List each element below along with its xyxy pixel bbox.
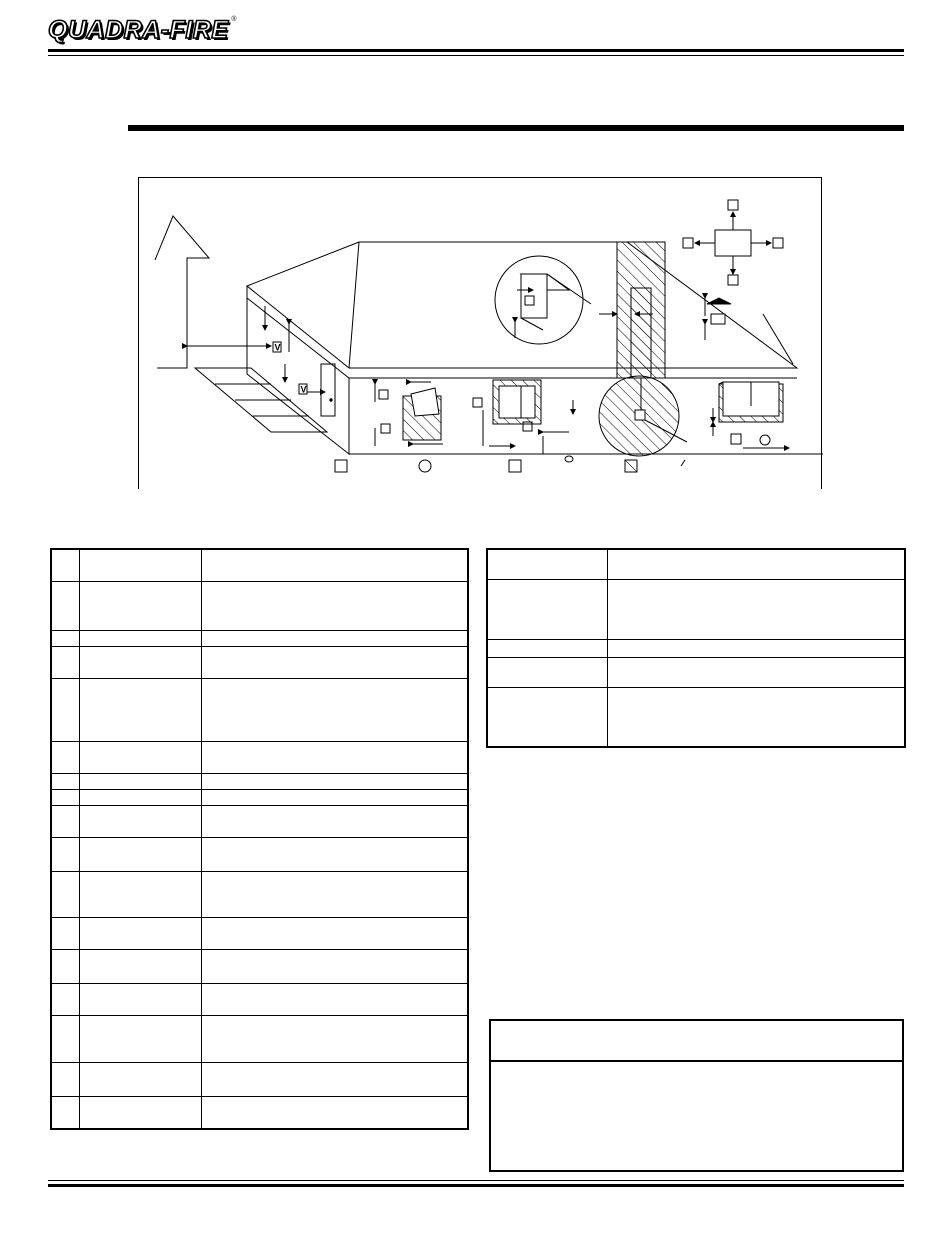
house-door	[321, 364, 335, 416]
table-cell	[201, 837, 468, 871]
vent-cap	[707, 298, 731, 304]
roof-edge	[349, 242, 359, 368]
table-cell	[79, 1096, 201, 1129]
table-cell	[51, 630, 79, 646]
table-row	[51, 789, 468, 805]
clearance-table-left	[50, 548, 469, 1130]
table-cell	[487, 657, 607, 687]
table-cell	[201, 581, 468, 630]
table-cell	[79, 1015, 201, 1062]
table-cell	[201, 871, 468, 917]
clearance-cross-box	[715, 230, 751, 256]
table-cell	[201, 1096, 468, 1129]
table-cell	[79, 646, 201, 678]
table-row	[487, 687, 905, 747]
table-cell	[51, 917, 79, 949]
table-cell	[51, 871, 79, 917]
table-cell	[201, 741, 468, 773]
legend-hatched-symbol	[625, 460, 637, 472]
registered-mark: ®	[231, 16, 237, 23]
table-row	[51, 837, 468, 871]
table-cell	[51, 741, 79, 773]
table-row	[487, 549, 905, 579]
table-cell	[79, 741, 201, 773]
table-row	[51, 741, 468, 773]
vent-clearance-figure	[138, 177, 822, 489]
table-cell	[607, 579, 905, 639]
table-cell	[79, 581, 201, 630]
table-row	[51, 549, 468, 581]
table-cell	[201, 630, 468, 646]
table-cell	[51, 549, 79, 581]
table-cell	[607, 687, 905, 747]
table-cell	[79, 949, 201, 983]
table-cell	[79, 789, 201, 805]
table-row	[51, 917, 468, 949]
table-cell	[51, 789, 79, 805]
table-cell	[487, 549, 607, 579]
vent-marker-label: V	[274, 342, 281, 353]
table-cell	[51, 581, 79, 630]
table-cell	[487, 579, 607, 639]
table-row	[51, 1062, 468, 1096]
table-cell	[79, 917, 201, 949]
table-cell	[607, 657, 905, 687]
legend-oval-symbol	[565, 456, 573, 462]
table-cell	[79, 1062, 201, 1096]
table-cell	[51, 646, 79, 678]
table-cell	[51, 1062, 79, 1096]
table-row	[51, 678, 468, 741]
table-cell	[51, 949, 79, 983]
table-cell	[201, 1015, 468, 1062]
table-cell	[51, 773, 79, 789]
note-box-header-rule	[491, 1060, 902, 1062]
table-cell	[79, 805, 201, 837]
vent-marker-label: V	[300, 384, 307, 395]
table-cell	[51, 1015, 79, 1062]
footer-rule-thin	[48, 1180, 904, 1181]
legend-square-symbol	[509, 460, 521, 472]
table-cell	[201, 917, 468, 949]
table-cell	[51, 837, 79, 871]
table-cell	[487, 687, 607, 747]
table-cell	[51, 678, 79, 741]
table-cell	[79, 773, 201, 789]
section-title-bar	[128, 125, 904, 131]
clearance-marker	[731, 434, 741, 444]
table-cell	[201, 646, 468, 678]
clearance-marker	[728, 275, 738, 285]
clearance-marker	[728, 200, 738, 210]
clearance-marker	[379, 390, 388, 399]
table-row	[51, 871, 468, 917]
table-cell	[51, 1096, 79, 1129]
clearance-table-right	[486, 548, 906, 748]
header-rule-thick	[48, 49, 904, 52]
clearance-marker	[635, 410, 645, 420]
table-row	[51, 805, 468, 837]
table-cell	[79, 549, 201, 581]
table-cell	[201, 983, 468, 1015]
table-row	[51, 983, 468, 1015]
table-row	[487, 639, 905, 657]
table-cell	[51, 805, 79, 837]
table-cell	[79, 630, 201, 646]
legend-square-symbol	[335, 460, 347, 472]
table-cell	[79, 837, 201, 871]
clearance-marker	[381, 424, 390, 433]
quadra-fire-logo	[48, 14, 237, 46]
house-side-wall	[247, 298, 349, 454]
table-row	[51, 581, 468, 630]
table-row	[51, 949, 468, 983]
table-cell	[607, 639, 905, 657]
clearance-marker	[473, 398, 482, 407]
table-row	[487, 579, 905, 639]
house-vent-diagram	[139, 178, 823, 490]
adjacent-building-outline	[155, 216, 209, 368]
table-cell	[487, 639, 607, 657]
legend-circle-symbol	[419, 460, 431, 472]
table-row	[51, 1015, 468, 1062]
table-row	[51, 630, 468, 646]
table-cell	[201, 805, 468, 837]
table-row	[51, 1096, 468, 1129]
table-row	[487, 657, 905, 687]
table-cell	[79, 983, 201, 1015]
table-cell	[79, 678, 201, 741]
logo-wordmark: QUADRA-FIRE	[48, 15, 229, 44]
footer-rule-thick	[48, 1184, 904, 1187]
table-cell	[201, 678, 468, 741]
table-cell	[201, 789, 468, 805]
table-cell	[201, 1062, 468, 1096]
table-cell	[51, 983, 79, 1015]
note-box	[489, 1019, 904, 1172]
clearance-marker	[683, 238, 693, 248]
table-row	[51, 773, 468, 789]
table-row	[51, 646, 468, 678]
header-rule-thin	[48, 55, 904, 56]
table-cell	[201, 549, 468, 581]
table-cell	[607, 549, 905, 579]
clearance-marker	[773, 238, 783, 248]
table-cell	[201, 949, 468, 983]
clearance-marker-circle	[760, 435, 770, 445]
table-cell	[79, 871, 201, 917]
table-cell	[201, 773, 468, 789]
